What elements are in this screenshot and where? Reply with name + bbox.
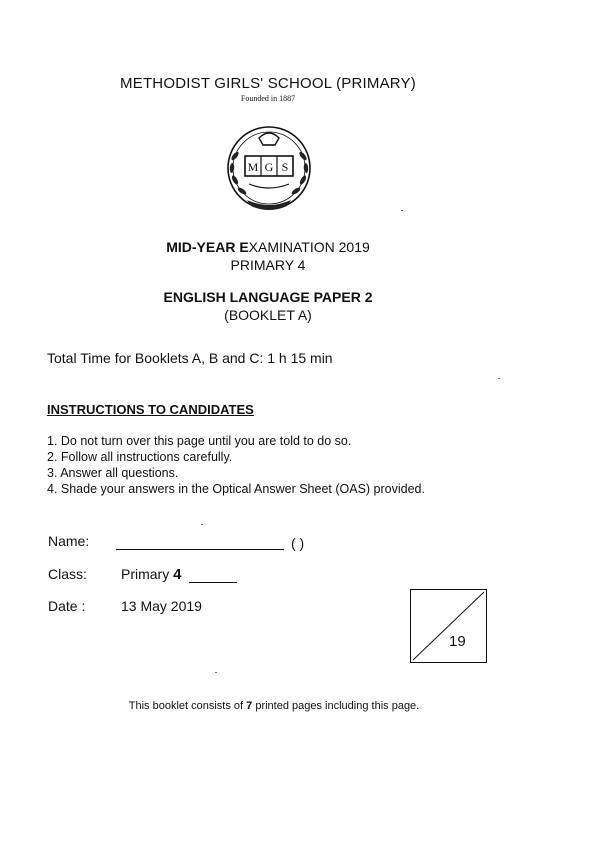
page-count-note: This booklet consists of 7 printed pages including this page. <box>128 700 420 712</box>
date-value: 13 May 2019 <box>121 598 202 614</box>
class-label: Class: <box>48 566 87 582</box>
instructions-list <box>47 433 425 497</box>
exam-level: PRIMARY 4 <box>230 257 306 273</box>
crest-letter-m: M <box>247 160 259 174</box>
school-name: METHODIST GIRLS' SCHOOL (PRIMARY) <box>120 75 416 92</box>
crest-letter-g: G <box>264 160 274 174</box>
instruction-item: 4. Shade your answers in the Optical Answer Sheet (OAS) provided. <box>47 482 425 496</box>
paper-title: ENGLISH LANGUAGE PAPER 2 <box>163 289 373 305</box>
class-value: Primary 4 <box>121 566 182 583</box>
date-label: Date : <box>48 598 86 614</box>
register-number-parentheses[interactable]: ( ) <box>291 535 305 551</box>
class-blank-line[interactable] <box>189 582 237 583</box>
scan-speck <box>498 378 500 379</box>
instruction-item: 1. Do not turn over this page until you are told to do so. <box>47 434 352 448</box>
instruction-item: 3. Answer all questions. <box>47 466 179 480</box>
founded-year: Founded in 1887 <box>240 94 296 103</box>
scan-speck <box>215 672 217 673</box>
score-diagonal-line <box>411 590 486 662</box>
instructions-heading: INSTRUCTIONS TO CANDIDATES <box>47 402 254 417</box>
exam-title: MID-YEAR EXAMINATION 2019 <box>166 239 370 255</box>
booklet-label: (BOOKLET A) <box>224 307 312 323</box>
scan-speck <box>401 210 403 211</box>
crest-letter-s: S <box>281 160 289 174</box>
total-time: Total Time for Booklets A, B and C: 1 h 15 min <box>47 350 333 366</box>
score-total: 19 <box>449 633 466 650</box>
instruction-item: 2. Follow all instructions carefully. <box>47 450 233 464</box>
name-label: Name: <box>48 533 90 549</box>
name-blank-line[interactable] <box>116 549 284 550</box>
school-crest-logo <box>219 118 319 218</box>
scan-speck <box>201 524 203 525</box>
score-box[interactable] <box>410 589 487 663</box>
